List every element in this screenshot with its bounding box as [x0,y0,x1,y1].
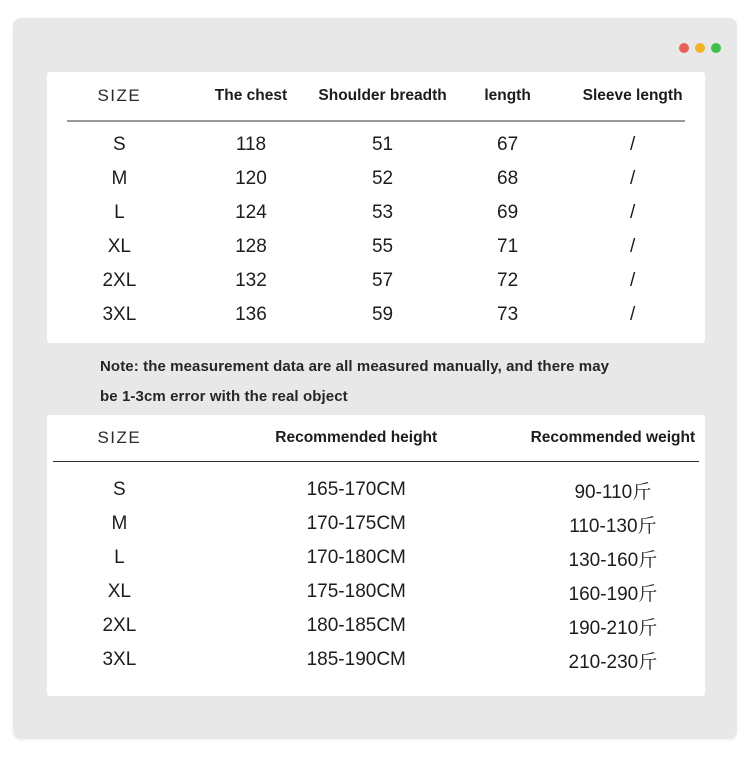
minimize-window-icon[interactable] [695,43,705,53]
note-line-2: be 1-3cm error with the real object [100,388,348,405]
sleeve-value: / [629,236,636,257]
length-value: 71 [497,236,519,257]
measurement-table-card [47,72,705,343]
length-value: 73 [497,304,519,325]
size-value: M [111,513,128,534]
recommendation-table-header [47,415,705,461]
chest-value: 128 [235,236,267,257]
shoulder-value: 53 [371,202,394,223]
window-controls [679,43,721,53]
chest-value: 136 [235,304,267,325]
chest-value: 120 [235,168,267,189]
table-row [47,230,705,264]
recommendation-table-body [47,462,705,677]
size-value: S [113,479,126,500]
length-value: 68 [497,168,519,189]
height-value: 170-175CM [306,513,406,534]
recommendation-table-card [47,415,705,696]
weight-value: 110-130斤 [569,515,657,537]
column-header-recommended-height: Recommended height [275,429,438,446]
height-value: 165-170CM [306,479,406,500]
column-header-chest: The chest [214,87,288,104]
size-value: 3XL [102,304,137,325]
weight-value: 130-160斤 [568,549,658,571]
size-value: 2XL [102,270,137,291]
size-value: L [114,202,125,223]
table-row [47,196,705,230]
length-value: 72 [497,270,519,291]
table-row [47,609,705,643]
measurement-table-body [47,122,705,332]
table-row [47,541,705,575]
table-row [47,473,705,507]
table-row [47,643,705,677]
size-value: L [114,547,125,568]
size-value: M [111,168,128,189]
shoulder-value: 52 [371,168,394,189]
size-value: XL [107,581,131,602]
shoulder-value: 55 [371,236,394,257]
zoom-window-icon[interactable] [711,43,721,53]
weight-value: 190-210斤 [568,617,658,639]
weight-value: 210-230斤 [568,651,658,673]
sleeve-value: / [629,134,636,155]
shoulder-value: 57 [371,270,394,291]
column-header-sleeve: Sleeve length [582,87,683,104]
shoulder-value: 59 [371,304,394,325]
column-header-recommended-weight: Recommended weight [530,429,696,446]
column-header-size: SIZE [97,428,142,447]
table-row [47,575,705,609]
chest-value: 118 [235,134,267,155]
size-value: 2XL [102,615,137,636]
size-value: XL [107,236,131,257]
table-row [47,264,705,298]
sleeve-value: / [629,304,636,325]
column-header-shoulder: Shoulder breadth [318,87,447,104]
column-header-size: SIZE [97,86,142,105]
weight-value: 160-190斤 [568,583,658,605]
size-value: 3XL [102,649,137,670]
weight-value: 90-110斤 [574,481,652,503]
measurement-note [100,352,609,412]
column-header-length: length [484,87,531,104]
sleeve-value: / [629,168,636,189]
sleeve-value: / [629,270,636,291]
table-row [47,298,705,332]
table-row [47,507,705,541]
note-line-1: Note: the measurement data are all measured manually, and there may [100,358,610,375]
table-row [47,128,705,162]
measurement-table-header [47,72,705,120]
height-value: 175-180CM [306,581,406,602]
height-value: 170-180CM [306,547,406,568]
length-value: 69 [497,202,519,223]
size-value: S [113,134,126,155]
size-chart-window [13,18,737,739]
length-value: 67 [497,134,519,155]
sleeve-value: / [629,202,636,223]
close-window-icon[interactable] [679,43,689,53]
height-value: 180-185CM [306,615,406,636]
height-value: 185-190CM [306,649,406,670]
chest-value: 124 [235,202,267,223]
shoulder-value: 51 [371,134,394,155]
table-row [47,162,705,196]
chest-value: 132 [235,270,267,291]
